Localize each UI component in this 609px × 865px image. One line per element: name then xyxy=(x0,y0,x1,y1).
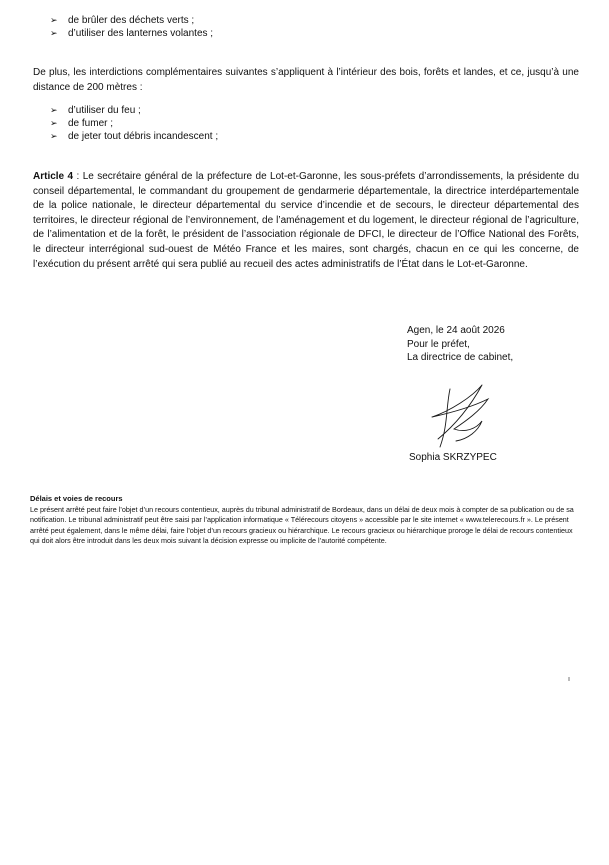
handwritten-signature-icon xyxy=(410,377,520,452)
list-item: ➢ de jeter tout débris incandescent ; xyxy=(50,131,219,142)
intro-paragraph: De plus, les interdictions complémentaires suivantes s’appliquent à l’intérieur des bois, forêts et landes, et ce, jusqu’à une distance de 200 mètres : xyxy=(33,67,579,93)
article-4-paragraph xyxy=(33,170,579,272)
arrow-bullet-icon: ➢ xyxy=(50,15,58,25)
list-item: ➢ de fumer ; xyxy=(50,118,114,129)
signer-name: Sophia SKRZYPEC xyxy=(409,452,497,463)
list-item: ➢ de brûler des déchets verts ; xyxy=(50,15,195,26)
prohibitions-list-top xyxy=(50,14,213,40)
prohibitions-list-forest xyxy=(50,104,218,143)
arrow-bullet-icon: ➢ xyxy=(50,118,58,128)
place-date: Agen, le 24 août 2026 xyxy=(407,325,505,336)
recours-title: Délais et voies de recours xyxy=(30,494,123,503)
recours-text: Le présent arrêté peut faire l’objet d’un recours contentieux, auprès du tribunal administratif de Bordeaux, dans un délai de deux mois à compter de sa publication ou de sa notification. Le tribunal administratif peut être saisi par l’application informatique « Télérecours citoyens » accessible par le site internet « www.telerecours.fr ». Le présent arrêté peut également, dans le même délai, faire l’objet d’un recours gracieux ou hiérarchique. Le recours gracieux ou hiérarchique proroge le délai de recours contentieux qui doit alors être introduit dans les deux mois suivant la décision expresse ou implicite de l’autorité compétente. xyxy=(30,505,574,546)
signature-block xyxy=(407,324,513,365)
for-prefect-line: Pour le préfet, xyxy=(407,338,470,350)
arrow-bullet-icon: ➢ xyxy=(50,131,58,141)
list-item: ➢ d’utiliser du feu ; xyxy=(50,105,141,116)
list-item: ➢ d’utiliser des lanternes volantes ; xyxy=(50,28,214,39)
role-line: La directrice de cabinet, xyxy=(407,352,514,363)
article-4-label: Article 4 xyxy=(33,171,74,182)
arrow-bullet-icon: ➢ xyxy=(50,105,58,115)
arrow-bullet-icon: ➢ xyxy=(50,28,58,38)
article-4-text: : Le secrétaire général de la préfecture de Lot-et-Garonne, les sous-préfets d’arrondissements, la présidente du conseil départemental, le commandant du groupement de gendarmerie départementale, la directrice interdépartementale de la police nationale, le directeur départemental du service d’incendie et de secours, le directeur départemental des territoires, le directeur régional de l’environnement, de l’aménagement et du logement, le directeur régional de l’agriculture, de l’alimentation et de la forêt, le président de l’association régionale de DFCI, le directeur de l’Office National des Forêts, le directeur interrégional sud-ouest de Météo France et les maires, sont chargés, chacun en ce qui les concerne, de l’exécution du présent arrêté qui sera publié au recueil des actes administratifs de l’État dans le Lot-et-Garonne. xyxy=(33,171,580,270)
scan-speck xyxy=(568,677,570,681)
